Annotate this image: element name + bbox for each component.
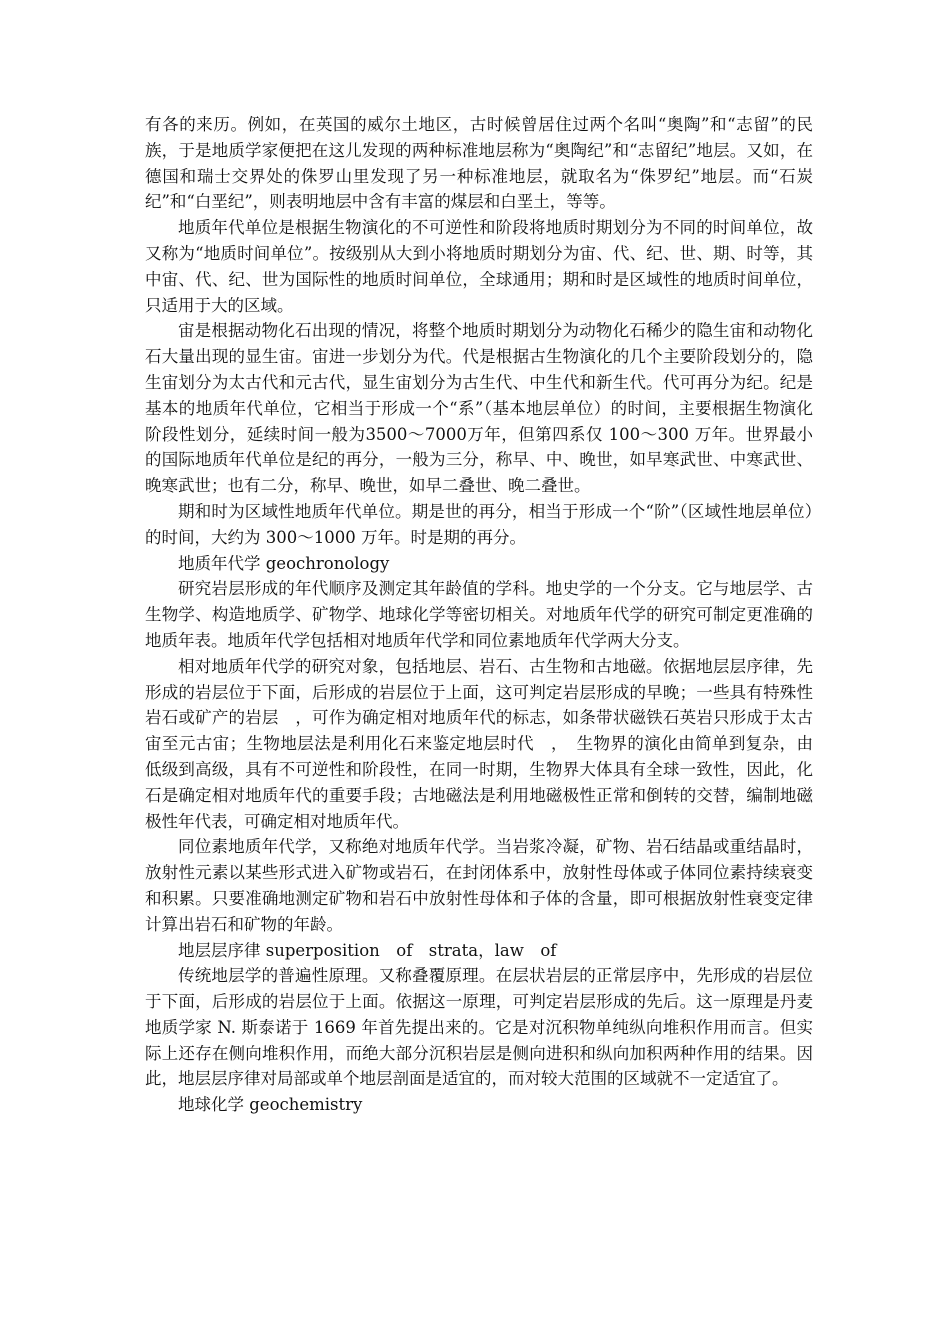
paragraph-age-chron: 期和时为区域性地质年代单位。期是世的再分，相当于形成一个“阶”（区域性地层单位）的时间，大约为 300～1000 万年。时是期的再分。 [145,501,813,547]
paragraph-eon-era-period: 宙是根据动物化石出现的情况，将整个地质时期划分为动物化石稀少的隐生宙和动物化石大量出现的显生宙。宙进一步划分为代。代是根据古生物演化的几个主要阶段划分的，隐生宙划分为太古代和元古代，显生宙划分为古生代、中生代和新生代。代可再分为纪。纪是基本的地质年代单位，它相当于形成一个“系”（基本地层单位）的时间，主要根据生物演化阶段性划分，延续时间一般为3500～7000万年，但第四系仅 100～300 万年。世界最小的国际地质年代单位是纪的再分，一般为三分，称早、中、晚世，如早寒武世、中寒武世、晚寒武世；也有二分，称早、晚世，如早二叠世、晚二叠世。 [145,321,813,496]
paragraph-geologic-time-units: 地质年代单位是根据生物演化的不可逆性和阶段将地质时期划分为不同的时间单位，故又称为“地质时间单位”。按级别从大到小将地质时期划分为宙、代、纪、世、期、时等，其中宙、代、纪、世为国际性的地质时间单位，全球通用；期和时是区域性的地质时间单位，只适用于大的区域。 [145,218,813,315]
document-page [145,112,813,1118]
term-heading-geochronology: 地质年代学 geochronology [178,553,390,573]
term-heading-superposition: 地层层序律 superposition of strata，law of [178,940,557,960]
paragraph-names-origin: 有各的来历。例如，在英国的威尔土地区，古时候曾居住过两个名叫“奥陶”和“志留”的民族，于是地质学家便把在这儿发现的两种标准地层称为“奥陶纪”和“志留纪”地层。又如，在德国和瑞士交界处的侏罗山里发现了另一种标准地层，就取名为“侏罗纪”地层。而“石炭纪”和“白垩纪”，则表明地层中含有丰富的煤层和白垩土，等等。 [145,115,813,212]
paragraph-superposition-definition: 传统地层学的普遍性原理。又称叠覆原理。在层状岩层的正常层序中，先形成的岩层位于下面，后形成的岩层位于上面。依据这一原理，可判定岩层形成的先后。这一原理是丹麦地质学家 N. 斯泰诺于 1669 年首先提出来的。它是对沉积物单纯纵向堆积作用而言。但实际上还存在侧向堆积作用，而绝大部分沉积岩层是侧向进积和纵向加积两种作用的结果。因此，地层层序律对局部或单个地层剖面是适宜的，而对较大范围的区域就不一定适宜了。 [145,966,813,1089]
paragraph-relative-geochronology: 相对地质年代学的研究对象，包括地层、岩石、古生物和古地磁。依据地层层序律，先形成的岩层位于下面，后形成的岩层位于上面，这可判定岩层形成的早晚；一些具有特殊性岩石或矿产的岩层 ，可作为确定相对地质年代的标志，如条带状磁铁石英岩只形成于太古宙至元古宙；生物地层法是利用化石来鉴定地层时代 ， 生物界的演化由简单到复杂，由低级到高级，具有不可逆性和阶段性，在同一时期，生物界大体具有全球一致性，因此，化石是确定相对地质年代的重要手段；古地磁法是利用地磁极性正常和倒转的交替，编制地磁极性年代表，可确定相对地质年代。 [145,656,813,831]
paragraph-isotope-geochronology: 同位素地质年代学，又称绝对地质年代学。当岩浆冷凝，矿物、岩石结晶或重结晶时，放射性元素以某些形式进入矿物或岩石，在封闭体系中，放射性母体或子体同位素持续衰变和积累。只要准确地测定矿物和岩石中放射性母体和子体的含量，即可根据放射性衰变定律计算出岩石和矿物的年龄。 [145,837,813,934]
term-heading-geochemistry: 地球化学 geochemistry [178,1095,363,1115]
paragraph-geochronology-definition: 研究岩层形成的年代顺序及测定其年龄值的学科。地史学的一个分支。它与地层学、古生物学、构造地质学、矿物学、地球化学等密切相关。对地质年代学的研究可制定更准确的地质年表。地质年代学包括相对地质年代学和同位素地质年代学两大分支。 [145,579,813,650]
